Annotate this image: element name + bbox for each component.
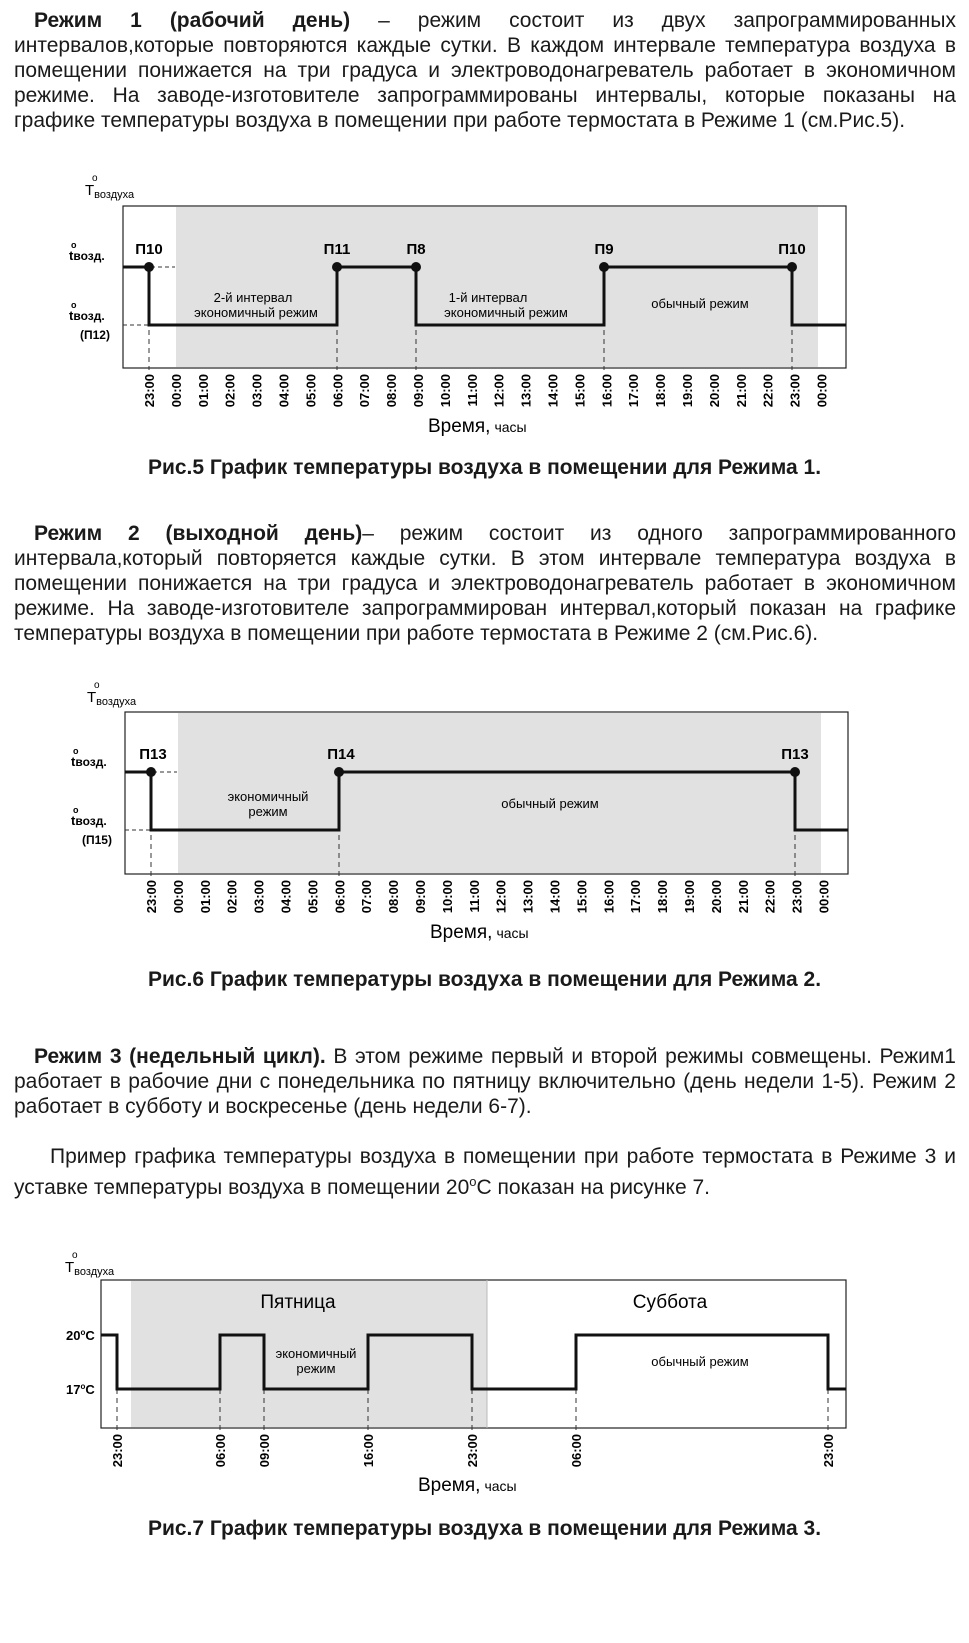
x-tick-label: 15:00: [574, 880, 590, 914]
x-tick-label: 00:00: [168, 374, 184, 408]
fig6-point-label: П13: [781, 746, 809, 763]
fig7-day-label-friday: Пятница: [260, 1292, 336, 1313]
x-tick-label: 03:00: [251, 880, 267, 914]
mode3-text: В этом режиме первый и второй режимы совмещены. Режим1 работает в рабочие дни с понедельника по пятницу включительно (день недели 1-5). Режим 2 работает в субботу и воскресенье (день недели 6-7).: [14, 1045, 956, 1118]
fig6-region-label: режим: [248, 804, 288, 819]
fig5-point-label: П10: [135, 241, 163, 258]
x-tick-label: 14:00: [547, 880, 563, 914]
x-tick-label: 10:00: [437, 374, 453, 408]
fig5-y-low-note: (П12): [80, 328, 110, 342]
x-tick-label: 02:00: [224, 880, 240, 914]
x-tick-label: 15:00: [572, 374, 588, 408]
fig7-y-low-label: 17$^o$C: [66, 1382, 95, 1397]
x-tick-label: 01:00: [195, 374, 211, 408]
x-tick-label: 05:00: [305, 880, 321, 914]
fig6-y-high-label: tвозд.: [71, 754, 107, 769]
x-tick-label: 06:00: [332, 880, 348, 914]
x-tick-label: 06:00: [213, 1434, 228, 1468]
fig5-region-label: экономичный режим: [194, 305, 318, 320]
fig5-point: [144, 262, 154, 272]
svg-text:o: o: [72, 1250, 78, 1261]
fig5-point-label: П8: [406, 241, 426, 258]
fig6-region-label: экономичный: [227, 789, 309, 804]
fig5-y-low-label: tвозд.: [69, 308, 105, 323]
svg-text:o: o: [92, 173, 98, 184]
svg-text:o: o: [71, 300, 77, 310]
fig6-x-title: Время, часы: [430, 922, 529, 943]
x-tick-label: 14:00: [545, 374, 561, 408]
mode3-paragraph: [14, 1044, 956, 1119]
fig5-caption: Рис.5 График температуры воздуха в помещении для Режима 1.: [147, 456, 822, 479]
fig7-day-label-saturday: Суббота: [632, 1292, 708, 1313]
x-tick-label: 07:00: [359, 880, 375, 914]
mode1-text: – режим состоит из двух запрограммированных интервалов,которые повторяются каждые сутки. В каждом интервале температура воздуха в помещении понижается на три градуса и электроводонагреватель работает в экономичном режиме. На заводе-изготовителе запрограммированы интервалы, которые показаны на графике температуры воздуха в помещении при работе термостата в Режиме 1 (см.Рис.5).: [14, 9, 956, 132]
x-tick-label: 21:00: [733, 374, 749, 408]
x-tick-label: 13:00: [518, 374, 534, 408]
x-tick-label: 06:00: [569, 1434, 584, 1468]
figure-5-chart: [0, 175, 969, 445]
fig7-region-label: экономичный: [275, 1346, 357, 1361]
mode3-paragraph-2: Пример графика температуры воздуха в помещении при работе термостата в Режиме 3 и уставке температуры воздуха в помещении 20$^o$C показан на рисунке 7.: [14, 1145, 956, 1199]
fig6-x-ticks: [144, 880, 832, 913]
x-tick-label: 23:00: [144, 880, 159, 914]
fig5-y-title: $T_{воздуха}$: [85, 182, 135, 201]
svg-text:o: o: [71, 240, 77, 250]
x-tick-label: 09:00: [257, 1434, 272, 1468]
fig5-y-high-label: tвозд.: [69, 248, 105, 263]
x-tick-label: 21:00: [735, 880, 751, 914]
figure-6-chart: [0, 680, 969, 950]
x-tick-label: 00:00: [816, 880, 832, 914]
fig5-region-label: экономичный режим: [444, 305, 568, 320]
fig6-point-label: П13: [139, 746, 167, 763]
x-tick-label: 04:00: [278, 880, 294, 914]
x-tick-label: 23:00: [110, 1434, 125, 1468]
mode2-text: – режим состоит из одного запрограммированного интервала,который повторяется каждые сутки. В этом интервале температура воздуха в помещении понижается на три градуса и электроводонагреватель работает в экономичном режиме. На заводе-изготовителе запрограммирован интервал,который показан на графике температуры воздуха в помещении при работе термостата в Режиме 2 (см.Рис.6).: [14, 522, 956, 645]
x-tick-label: 20:00: [708, 880, 724, 914]
x-tick-label: 20:00: [706, 374, 722, 408]
fig5-region-label: обычный режим: [651, 296, 749, 311]
x-tick-label: 22:00: [760, 374, 776, 408]
x-tick-label: 23:00: [821, 1434, 836, 1468]
fig5-x-title: Время, часы: [428, 416, 527, 437]
x-tick-label: 16:00: [599, 374, 615, 408]
x-tick-label: 11:00: [466, 880, 482, 913]
x-tick-label: 08:00: [384, 374, 400, 408]
fig5-x-ticks: [142, 374, 830, 407]
fig7-caption: Рис.7 График температуры воздуха в помещении для Режима 3.: [147, 1517, 822, 1540]
x-tick-label: 16:00: [361, 1434, 376, 1468]
x-tick-label: 23:00: [789, 880, 805, 914]
fig5-point-label: П9: [594, 241, 614, 258]
svg-text:o: o: [73, 746, 79, 756]
x-tick-label: 19:00: [682, 880, 697, 914]
x-tick-label: 00:00: [170, 880, 186, 914]
x-tick-label: 00:00: [814, 374, 830, 408]
x-tick-label: 17:00: [628, 880, 644, 914]
x-tick-label: 03:00: [249, 374, 265, 408]
fig7-y-high-label: 20$^o$C: [66, 1328, 95, 1343]
fig5-shaded-area: [176, 207, 818, 367]
mode1-paragraph: [14, 8, 956, 133]
fig5-region-label: 2-й интервал: [213, 290, 293, 305]
x-tick-label: 23:00: [787, 374, 803, 408]
x-tick-label: 12:00: [491, 374, 507, 408]
x-tick-label: 09:00: [413, 880, 428, 914]
x-tick-label: 04:00: [276, 374, 292, 408]
x-tick-label: 16:00: [601, 880, 617, 914]
x-tick-label: 08:00: [386, 880, 402, 914]
fig5-region-label: 1-й интервал: [448, 290, 528, 305]
fig6-y-low-label: tвозд.: [71, 813, 107, 828]
x-tick-label: 23:00: [465, 1434, 480, 1468]
fig5-point-label: П10: [778, 241, 806, 258]
x-tick-label: 19:00: [680, 374, 695, 408]
fig6-point: [146, 767, 156, 777]
x-tick-label: 02:00: [222, 374, 238, 408]
fig7-y-title: $T_{воздуха}$: [65, 1259, 115, 1278]
fig6-point: [790, 767, 800, 777]
figure-7-chart: [0, 1250, 969, 1520]
fig7-x-title: Время, часы: [418, 1475, 517, 1496]
x-tick-label: 12:00: [493, 880, 509, 914]
x-tick-label: 18:00: [653, 374, 669, 408]
fig5-point: [411, 262, 421, 272]
mode1-title: Режим 1 (рабочий день): [34, 9, 351, 32]
x-tick-label: 22:00: [762, 880, 778, 914]
svg-text:o: o: [94, 680, 100, 691]
x-tick-label: 17:00: [626, 374, 642, 408]
fig6-y-low-note: (П15): [82, 833, 112, 847]
x-tick-label: 11:00: [464, 374, 480, 407]
mode2-title: Режим 2 (выходной день): [34, 522, 363, 545]
fig5-point: [599, 262, 609, 272]
fig6-point-label: П14: [327, 746, 355, 763]
fig5-point: [787, 262, 797, 272]
fig6-caption: Рис.6 График температуры воздуха в помещении для Режима 2.: [147, 968, 822, 991]
fig7-region-label: обычный режим: [651, 1354, 749, 1369]
fig6-point: [334, 767, 344, 777]
fig6-region-label: обычный режим: [501, 796, 599, 811]
x-tick-label: 13:00: [520, 880, 536, 914]
x-tick-label: 10:00: [439, 880, 455, 914]
svg-text:o: o: [73, 805, 79, 815]
fig5-point-label: П11: [323, 241, 351, 258]
x-tick-label: 06:00: [330, 374, 346, 408]
x-tick-label: 07:00: [357, 374, 373, 408]
mode2-paragraph: [14, 521, 956, 646]
fig7-x-ticks: [110, 1434, 836, 1467]
x-tick-label: 09:00: [411, 374, 426, 408]
fig6-y-title: $T_{воздуха}$: [87, 689, 137, 708]
mode3-title: Режим 3 (недельный цикл).: [34, 1045, 326, 1068]
x-tick-label: 23:00: [142, 374, 157, 408]
fig7-region-label: режим: [296, 1361, 336, 1376]
x-tick-label: 05:00: [303, 374, 319, 408]
fig5-point: [332, 262, 342, 272]
x-tick-label: 01:00: [197, 880, 213, 914]
x-tick-label: 18:00: [655, 880, 671, 914]
